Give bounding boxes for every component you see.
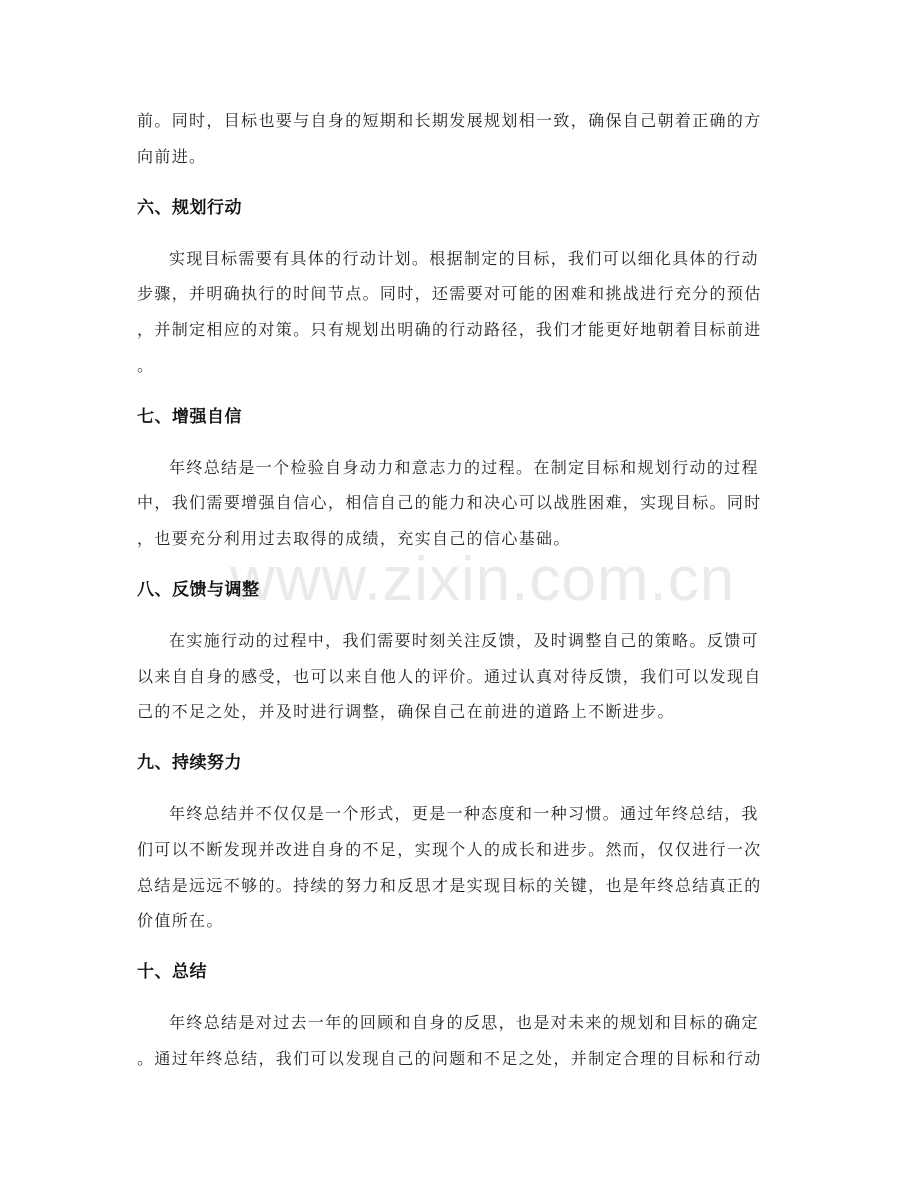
paragraph-line: 中，我们需要增强自信心，相信自己的能力和决心可以战胜困难，实现目标。同时 <box>137 493 762 512</box>
paragraph-line: 。 <box>137 356 155 375</box>
paragraph-line: 以来自自身的感受，也可以来自他人的评价。通过认真对待反馈，我们可以发现自 <box>137 667 762 686</box>
paragraph-line: 前。同时，目标也要与自身的短期和长期发展规划相一致，确保自己朝着正确的方 <box>137 111 762 130</box>
paragraph-line: 在实施行动的过程中，我们需要时刻关注反馈，及时调整自己的策略。反馈可 <box>169 631 759 650</box>
paragraph-line: 年终总结并不仅仅是一个形式，更是一种态度和一种习惯。通过年终总结，我 <box>169 804 759 823</box>
paragraph-line: 实现目标需要有具体的行动计划。根据制定的目标，我们可以细化具体的行动 <box>169 249 759 268</box>
paragraph-line: 向前进。 <box>137 147 207 166</box>
paragraph-line: 们可以不断发现并改进自身的不足，实现个人的成长和进步。然而，仅仅进行一次 <box>137 840 762 859</box>
paragraph-line: 年终总结是对过去一年的回顾和自身的反思，也是对未来的规划和目标的确定 <box>169 1013 759 1032</box>
paragraph-line: 步骤，并明确执行的时间节点。同时，还需要对可能的困难和挑战进行充分的预估 <box>137 284 762 303</box>
section-heading: 八、反馈与调整 <box>137 580 260 600</box>
paragraph-line: 年终总结是一个检验自身动力和意志力的过程。在制定目标和规划行动的过程 <box>169 458 759 477</box>
paragraph-line: 总结是远远不够的。持续的努力和反思才是实现目标的关键，也是年终总结真正的 <box>137 876 762 895</box>
section-heading: 六、规划行动 <box>137 198 242 218</box>
section-heading: 十、总结 <box>137 962 207 982</box>
paragraph-line: ，也要充分利用过去取得的成绩，充实自己的信心基础。 <box>137 529 571 548</box>
section-heading: 七、增强自信 <box>137 407 242 427</box>
paragraph-line: 己的不足之处，并及时进行调整，确保自己在前进的道路上不断进步。 <box>137 702 675 721</box>
paragraph-line: 。通过年终总结，我们可以发现自己的问题和不足之处，并制定合理的目标和行动 <box>137 1049 762 1068</box>
paragraph-line: ，并制定相应的对策。只有规划出明确的行动路径，我们才能更好地朝着目标前进 <box>137 320 762 339</box>
paragraph-line: 价值所在。 <box>137 911 224 930</box>
section-heading: 九、持续努力 <box>137 753 242 773</box>
watermark: www.zixin.com.cn <box>230 545 736 614</box>
